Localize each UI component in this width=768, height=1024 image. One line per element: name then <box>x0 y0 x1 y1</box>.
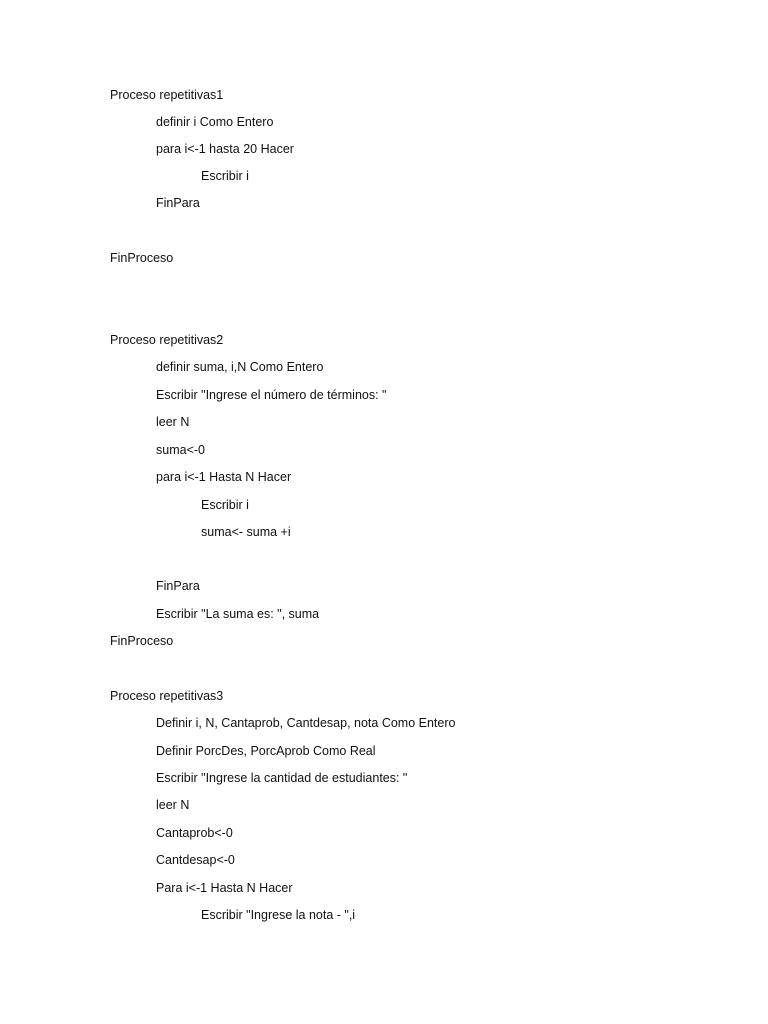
code-line-definir-suma: definir suma, i,N Como Entero <box>156 360 324 374</box>
code-line-cantdesap-init: Cantdesap<-0 <box>156 853 235 867</box>
code-line-proceso-repetitivas1: Proceso repetitivas1 <box>110 88 224 102</box>
code-line-escribir-result: Escribir "La suma es: ", suma <box>156 607 320 621</box>
code-line-para-loop: Para i<-1 Hasta N Hacer <box>156 881 293 895</box>
code-line-suma-init: suma<-0 <box>156 443 205 457</box>
code-line-para-loop: para i<-1 Hasta N Hacer <box>156 470 292 484</box>
code-line-definir-reales: Definir PorcDes, PorcAprob Como Real <box>156 744 376 758</box>
code-line-para-loop: para i<-1 hasta 20 Hacer <box>156 142 294 156</box>
code-line-proceso-repetitivas3: Proceso repetitivas3 <box>110 689 224 703</box>
code-line-escribir-prompt: Escribir "Ingrese el número de términos: " <box>156 388 387 402</box>
code-line-finproceso: FinProceso <box>110 251 174 265</box>
code-line-escribir-prompt: Escribir "Ingrese la cantidad de estudiantes: " <box>156 771 408 785</box>
code-line-finproceso: FinProceso <box>110 634 174 648</box>
code-line-definir-enteros: Definir i, N, Cantaprob, Cantdesap, nota Como Entero <box>156 716 456 730</box>
code-line-definir-i: definir i Como Entero <box>156 115 274 129</box>
code-line-leer-n: leer N <box>156 798 190 812</box>
code-line-finpara: FinPara <box>156 196 200 210</box>
code-line-escribir-i: Escribir i <box>201 498 249 512</box>
code-line-leer-n: leer N <box>156 415 190 429</box>
code-line-cantaprob-init: Cantaprob<-0 <box>156 826 233 840</box>
code-line-finpara: FinPara <box>156 579 200 593</box>
code-line-escribir-i: Escribir i <box>201 169 249 183</box>
code-line-suma-accumulate: suma<- suma +i <box>201 525 291 539</box>
code-line-escribir-nota: Escribir "Ingrese la nota - ",i <box>201 908 356 922</box>
code-line-proceso-repetitivas2: Proceso repetitivas2 <box>110 333 224 347</box>
